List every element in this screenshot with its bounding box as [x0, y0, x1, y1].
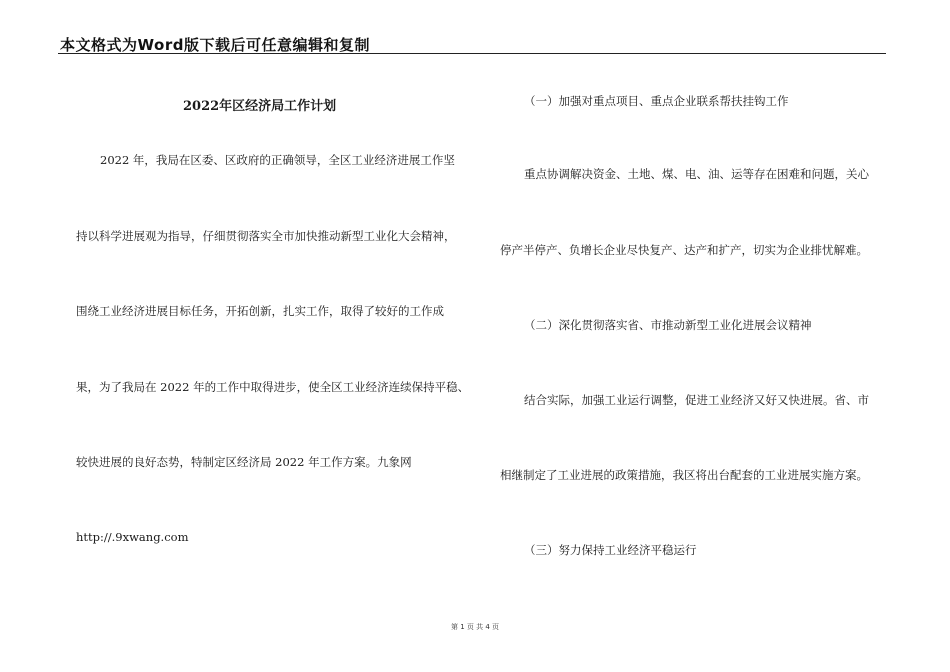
header-divider	[58, 53, 886, 54]
page-number: 第 1 页 共 4 页	[450, 623, 500, 631]
source-url: http://.9xwang.com	[76, 530, 189, 544]
section-heading: （二）深化贯彻落实省、市推动新型工业化进展会议精神	[524, 318, 812, 332]
paragraph-line: 果，为了我局在 2022 年的工作中取得进步，使全区工业经济连续保持平稳、	[76, 380, 470, 394]
section-heading: （三）努力保持工业经济平稳运行	[524, 543, 697, 557]
paragraph-line: 围绕工业经济进展目标任务，开拓创新，扎实工作，取得了较好的工作成	[76, 304, 444, 318]
paragraph-line: 结合实际，加强工业运行调整，促进工业经济又好又快进展。省、市	[524, 393, 869, 407]
paragraph-line: 停产半停产、负增长企业尽快复产、达产和扩产，切实为企业排忧解难。	[500, 243, 868, 257]
paragraph-line: 重点协调解决资金、土地、煤、电、油、运等存在困难和问题，关心	[524, 167, 869, 181]
document-title: 2022年区经济局工作计划	[183, 99, 337, 114]
paragraph-line: 较快进展的良好态势，特制定区经济局 2022 年工作方案。九象网	[76, 455, 412, 469]
paragraph-line: 2022 年，我局在区委、区政府的正确领导，全区工业经济进展工作坚	[100, 153, 455, 167]
section-heading: （一）加强对重点项目、重点企业联系帮扶挂钩工作	[524, 94, 789, 108]
paragraph-line: 持以科学进展观为指导，仔细贯彻落实全市加快推动新型工业化大会精神，	[76, 229, 456, 243]
paragraph-line: 相继制定了工业进展的政策措施，我区将出台配套的工业进展实施方案。	[500, 468, 868, 482]
document-header-banner: 本文格式为Word版下载后可任意编辑和复制	[60, 36, 370, 54]
